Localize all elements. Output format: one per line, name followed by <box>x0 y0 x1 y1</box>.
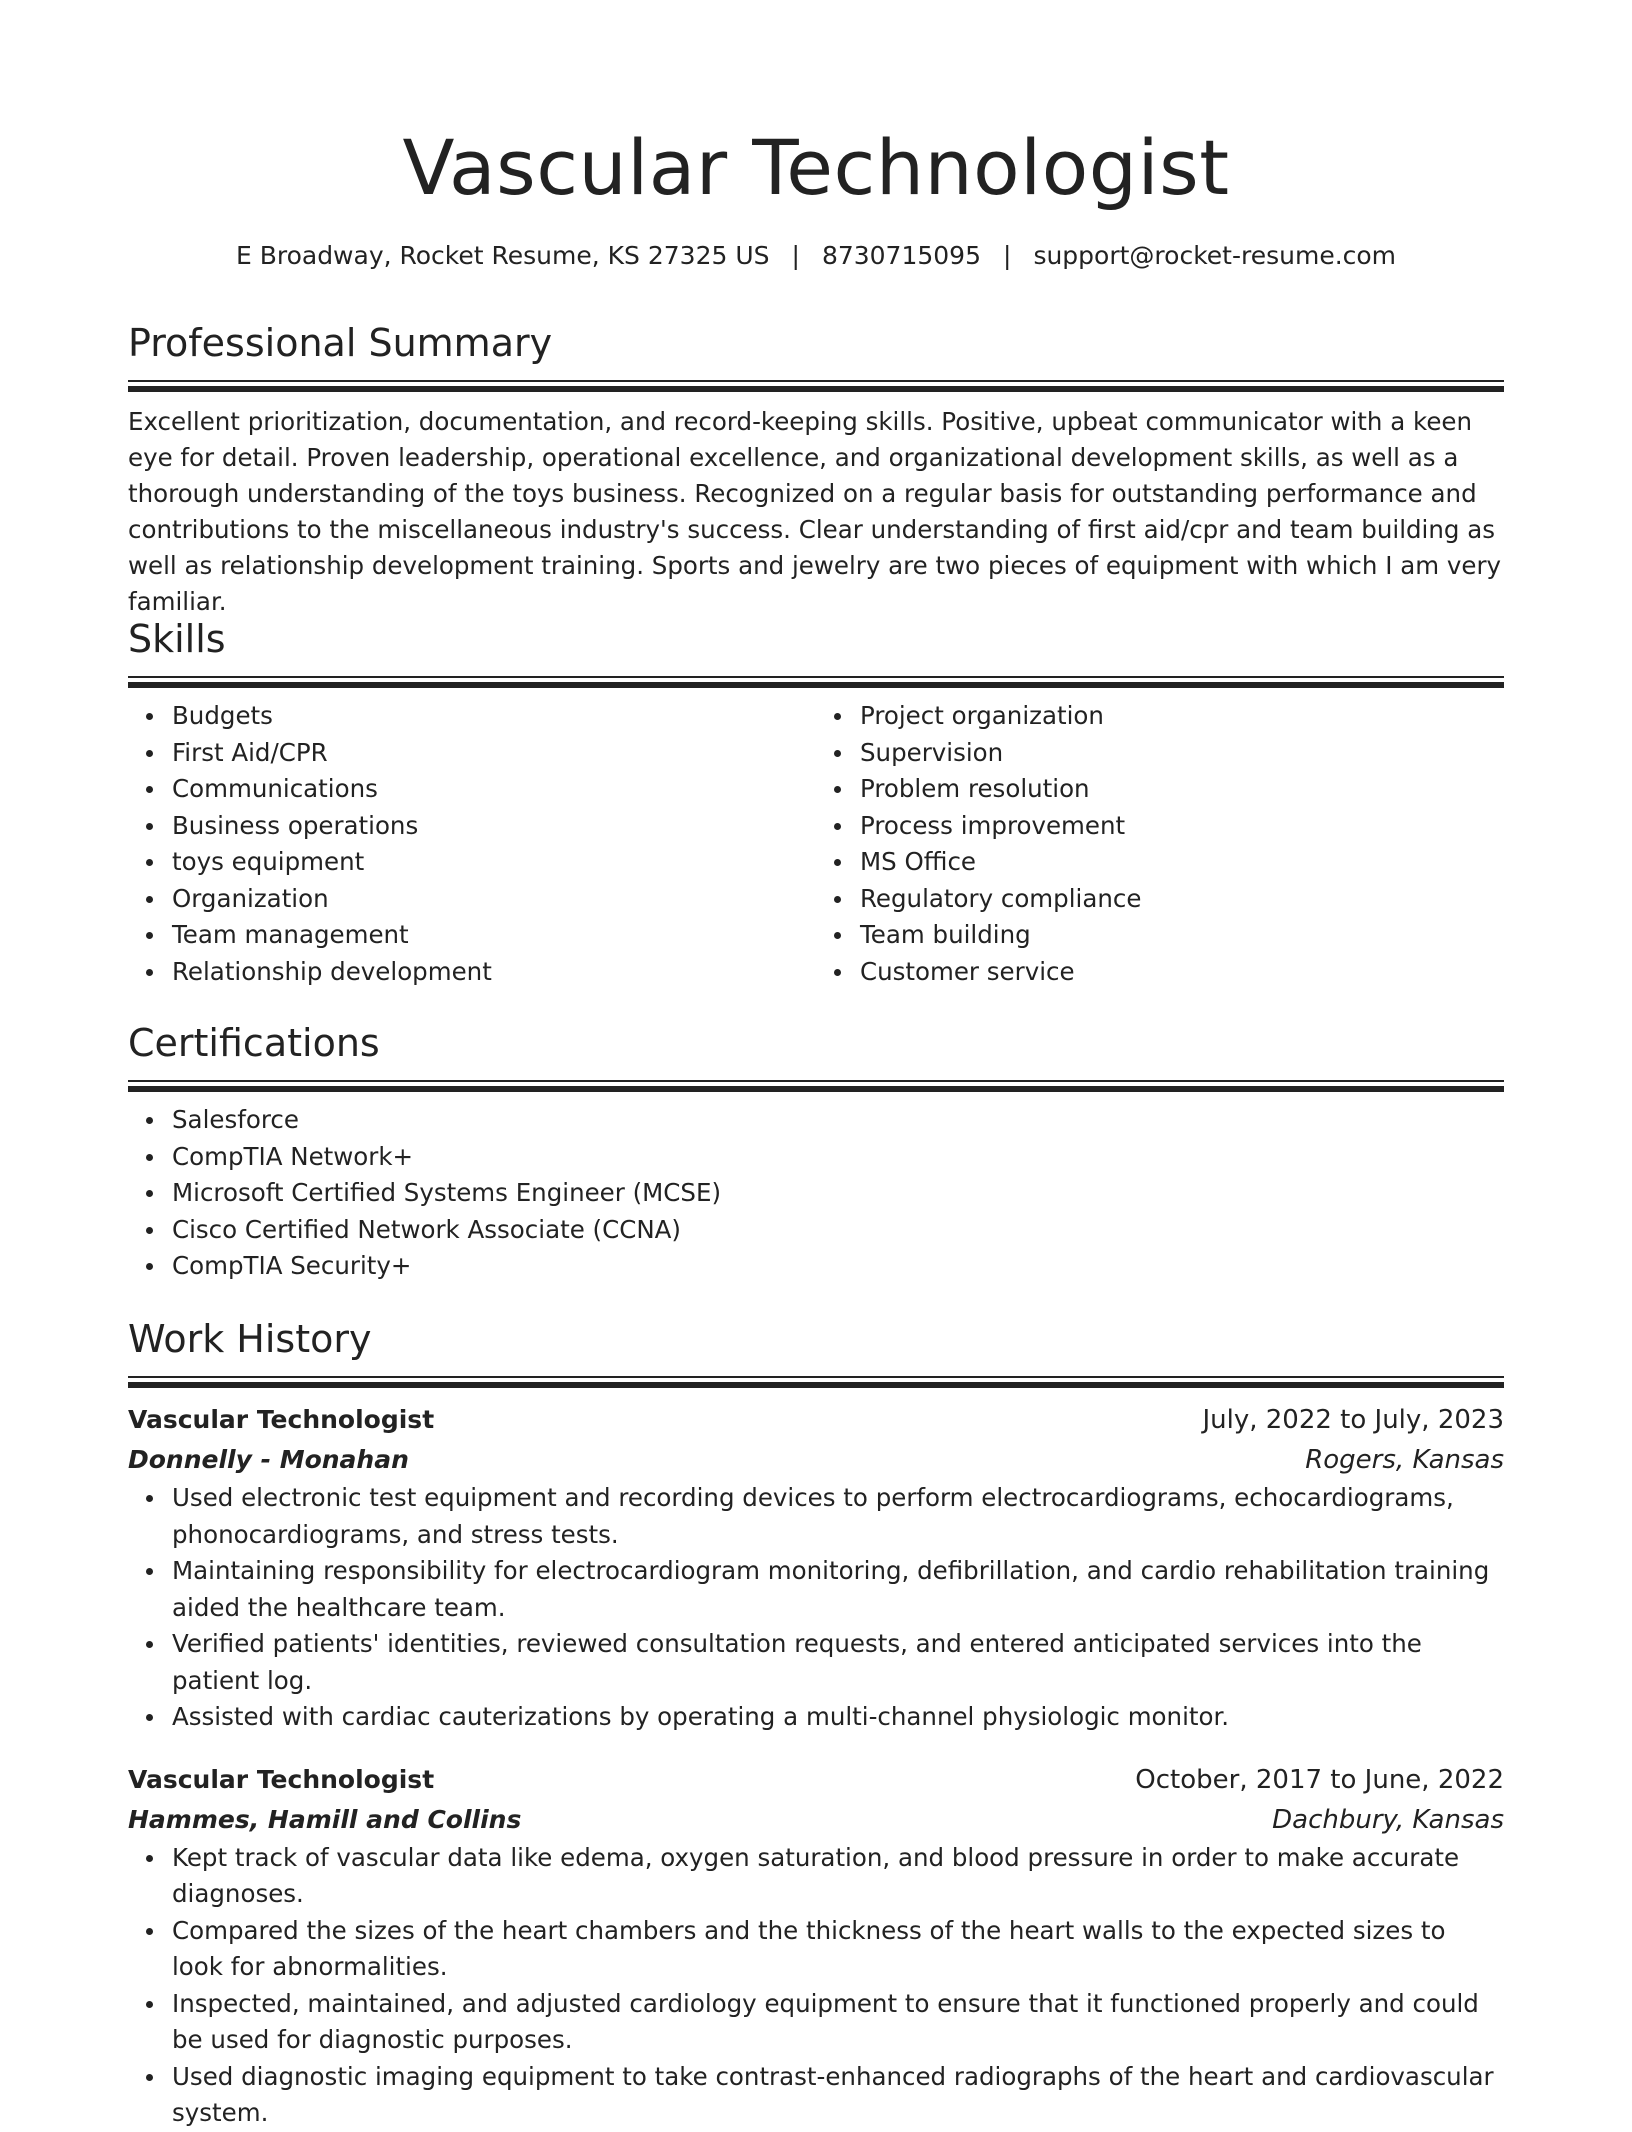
contact-line <box>128 238 1504 274</box>
job-bullet: Used diagnostic imaging equipment to take contrast-enhanced radiographs of the heart and cardiovascular system. <box>172 2059 1504 2132</box>
job-dates: July, 2022 to July, 2023 <box>1202 1405 1504 1435</box>
skill-item: Communications <box>172 771 816 808</box>
skills-section <box>128 614 1504 990</box>
contact-address: E Broadway, Rocket Resume, KS 27325 US <box>235 241 770 270</box>
section-title-skills: Skills <box>128 617 226 661</box>
skill-item: Team management <box>172 917 816 954</box>
section-title-summary: Professional Summary <box>128 321 553 365</box>
contact-separator: | <box>1003 241 1012 270</box>
skill-item: Problem resolution <box>860 771 1504 808</box>
job-bullets <box>128 1840 1504 2132</box>
skills-list-left <box>128 698 816 990</box>
job-title: Vascular Technologist <box>128 1405 435 1434</box>
skills-list-right <box>816 698 1504 990</box>
summary-section <box>128 318 1504 620</box>
certifications-section <box>128 1018 1504 1285</box>
job-company: Donnelly - Monahan <box>128 1445 409 1474</box>
job-subheader <box>128 1440 1504 1480</box>
summary-text: Excellent prioritization, documentation, and record-keeping skills. Positive, upbeat communicator with a keen eye for detail. Proven leadership, operational excellence, and organizational development skills, as well as a thorough understanding of the toys business. Recognized on a regular basis for outstanding performance and contributions to the miscellaneous industry's success. Clear understanding of first aid/cpr and team building as well as relationship development training. Sports and jewelry are two pieces of equipment with which I am very familiar. <box>128 407 1502 616</box>
job-bullet: Used electronic test equipment and recording devices to perform electrocardiograms, echocardiograms, phonocardiograms, and stress tests. <box>172 1480 1504 1553</box>
job-header <box>128 1400 1504 1440</box>
job-location: Dachbury, Kansas <box>1272 1804 1504 1835</box>
job-bullet: Assisted with cardiac cauterizations by operating a multi-channel physiologic monitor. <box>172 1699 1504 1736</box>
skill-item: Business operations <box>172 808 816 845</box>
skill-item: Budgets <box>172 698 816 735</box>
work-history-section <box>128 1314 1504 2132</box>
job-bullet: Maintaining responsibility for electrocardiogram monitoring, defibrillation, and cardio rehabilitation training aided the healthcare team. <box>172 1553 1504 1626</box>
skills-columns <box>128 698 1504 990</box>
skill-item: First Aid/CPR <box>172 735 816 772</box>
job-bullet: Kept track of vascular data like edema, oxygen saturation, and blood pressure in order to make accurate diagnoses. <box>172 1840 1504 1913</box>
skill-item: Project organization <box>860 698 1504 735</box>
job-bullets <box>128 1480 1504 1736</box>
skill-item: Process improvement <box>860 808 1504 845</box>
skill-item: Supervision <box>860 735 1504 772</box>
job-entry <box>128 1760 1504 2132</box>
job-location: Rogers, Kansas <box>1305 1445 1504 1475</box>
job-bullet: Verified patients' identities, reviewed consultation requests, and entered anticipated services into the patient log. <box>172 1626 1504 1699</box>
skill-item: Regulatory compliance <box>860 881 1504 918</box>
section-rule <box>128 380 1504 392</box>
certification-item: Microsoft Certified Systems Engineer (MCSE) <box>172 1175 1504 1212</box>
resume-name: Vascular Technologist <box>402 123 1230 212</box>
certification-item: CompTIA Network+ <box>172 1139 1504 1176</box>
section-rule <box>128 1376 1504 1388</box>
job-dates: October, 2017 to June, 2022 <box>1135 1764 1504 1795</box>
skill-item: Organization <box>172 881 816 918</box>
section-title-certifications: Certifications <box>128 1021 380 1065</box>
job-subheader <box>128 1800 1504 1840</box>
certification-item: Cisco Certified Network Associate (CCNA) <box>172 1212 1504 1249</box>
contact-phone: 8730715095 <box>821 241 981 270</box>
section-rule <box>128 676 1504 688</box>
job-entry <box>128 1400 1504 1736</box>
contact-email: support@rocket-resume.com <box>1033 241 1397 270</box>
certifications-list <box>128 1102 1504 1285</box>
skill-item: Customer service <box>860 954 1504 991</box>
certification-item: CompTIA Security+ <box>172 1248 1504 1285</box>
job-bullet: Compared the sizes of the heart chambers and the thickness of the heart walls to the expected sizes to look for abnormalities. <box>172 1913 1504 1986</box>
skill-item: MS Office <box>860 844 1504 881</box>
contact-separator: | <box>791 241 800 270</box>
job-bullet: Inspected, maintained, and adjusted cardiology equipment to ensure that it functioned properly and could be used for diagnostic purposes. <box>172 1986 1504 2059</box>
job-company: Hammes, Hamill and Collins <box>128 1804 522 1834</box>
skill-item: Relationship development <box>172 954 816 991</box>
skill-item: toys equipment <box>172 844 816 881</box>
section-rule <box>128 1080 1504 1092</box>
certification-item: Salesforce <box>172 1102 1504 1139</box>
job-header <box>128 1760 1504 1800</box>
job-title: Vascular Technologist <box>128 1764 435 1794</box>
section-title-work-history: Work History <box>128 1317 372 1361</box>
skill-item: Team building <box>860 917 1504 954</box>
